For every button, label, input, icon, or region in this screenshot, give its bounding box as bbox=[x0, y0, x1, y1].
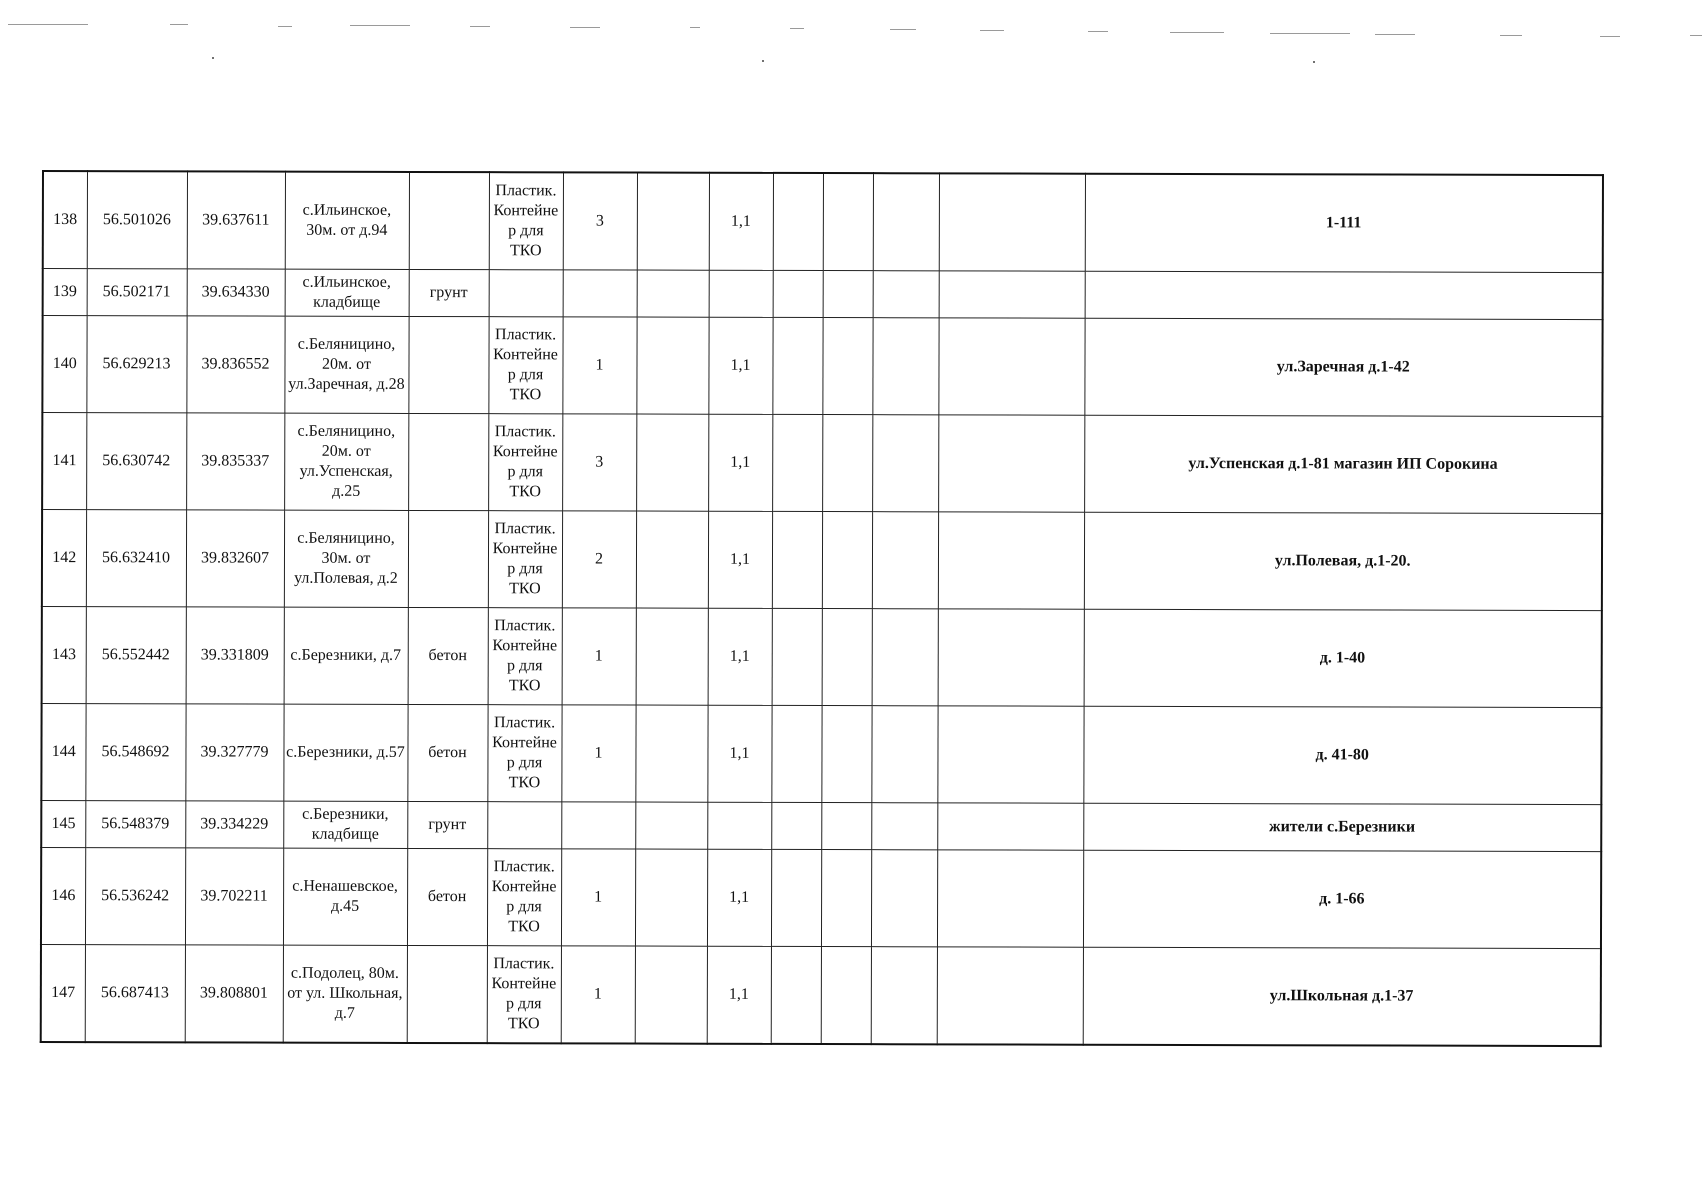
cell-location: с.Ильинское, 30м. от д.94 bbox=[285, 172, 409, 270]
cell-empty bbox=[871, 850, 937, 947]
cell-latitude: 56.630742 bbox=[86, 413, 186, 510]
cell-empty bbox=[636, 608, 708, 705]
cell-served-objects: ул.Успенская д.1-81 магазин ИП Сорокина bbox=[1084, 415, 1602, 513]
cell-location: с.Ненашевское, д.45 bbox=[283, 848, 407, 945]
cell-empty bbox=[821, 947, 871, 1045]
cell-empty bbox=[938, 609, 1084, 706]
cell-container-volume bbox=[709, 270, 773, 317]
cell-served-objects: жители с.Березники bbox=[1083, 803, 1601, 851]
cell-empty bbox=[872, 318, 938, 415]
cell-empty bbox=[872, 512, 938, 609]
cell-location: с.Беляницино, 20м. от ул.Заречная, д.28 bbox=[284, 316, 408, 413]
cell-empty bbox=[821, 803, 871, 850]
cell-served-objects: ул.Школьная д.1-37 bbox=[1083, 947, 1601, 1046]
cell-container-count: 1 bbox=[562, 608, 636, 705]
cell-latitude: 56.629213 bbox=[86, 316, 186, 413]
cell-empty bbox=[872, 609, 938, 706]
cell-empty bbox=[637, 173, 709, 271]
cell-empty bbox=[635, 705, 707, 802]
cell-empty bbox=[771, 946, 821, 1044]
cell-container-count bbox=[561, 802, 635, 849]
cell-location: с.Подолец, 80м. от ул. Школьная, д.7 bbox=[283, 945, 407, 1043]
cell-longitude: 39.327779 bbox=[185, 704, 283, 801]
cell-surface bbox=[408, 510, 488, 607]
cell-served-objects: ул.Полевая, д.1-20. bbox=[1084, 512, 1602, 610]
cell-empty bbox=[937, 947, 1083, 1045]
cell-container-volume: 1,1 bbox=[708, 511, 772, 608]
cell-latitude: 56.552442 bbox=[86, 607, 186, 704]
cell-latitude: 56.687413 bbox=[85, 945, 185, 1043]
cell-longitude: 39.835337 bbox=[186, 413, 284, 510]
cell-empty bbox=[939, 173, 1085, 271]
cell-number: 142 bbox=[42, 510, 86, 607]
cell-served-objects: 1-111 bbox=[1085, 174, 1603, 273]
container-sites-table bbox=[40, 170, 1604, 1047]
cell-empty bbox=[937, 850, 1083, 947]
cell-container-volume: 1,1 bbox=[707, 705, 771, 802]
cell-container-type: Пластик. Контейнер для ТКО bbox=[488, 414, 562, 511]
cell-longitude: 39.331809 bbox=[186, 607, 284, 704]
table-row bbox=[41, 848, 1601, 949]
table-row bbox=[41, 944, 1601, 1046]
cell-empty bbox=[823, 271, 873, 318]
cell-surface: бетон bbox=[407, 704, 487, 801]
cell-served-objects: д. 41-80 bbox=[1083, 706, 1601, 804]
cell-container-type: Пластик. Контейнер для ТКО bbox=[487, 705, 561, 802]
cell-latitude: 56.548692 bbox=[85, 704, 185, 801]
cell-location: с.Ильинское, кладбище bbox=[285, 269, 409, 316]
cell-empty bbox=[773, 173, 823, 271]
cell-surface: бетон bbox=[408, 607, 488, 704]
cell-container-count: 1 bbox=[561, 849, 635, 946]
cell-longitude: 39.836552 bbox=[186, 316, 284, 413]
table-row bbox=[43, 171, 1603, 273]
cell-longitude: 39.808801 bbox=[185, 945, 283, 1043]
cell-longitude: 39.702211 bbox=[185, 848, 283, 945]
cell-latitude: 56.501026 bbox=[87, 171, 187, 269]
cell-longitude: 39.634330 bbox=[187, 269, 285, 316]
cell-empty bbox=[822, 512, 872, 609]
cell-container-type: Пластик. Контейнер для ТКО bbox=[487, 849, 561, 946]
table-body bbox=[41, 171, 1603, 1046]
cell-number: 147 bbox=[41, 944, 85, 1042]
cell-container-type: Пластик. Контейнер для ТКО bbox=[488, 317, 562, 414]
cell-container-volume bbox=[707, 802, 771, 849]
cell-empty bbox=[635, 849, 707, 946]
cell-empty bbox=[637, 270, 709, 317]
cell-container-volume: 1,1 bbox=[707, 946, 771, 1044]
cell-empty bbox=[938, 512, 1084, 609]
cell-location: с.Березники, кладбище bbox=[283, 801, 407, 848]
cell-container-type: Пластик. Контейнер для ТКО bbox=[489, 172, 563, 270]
cell-latitude: 56.502171 bbox=[87, 269, 187, 316]
cell-surface: грунт bbox=[409, 269, 489, 316]
table-row bbox=[43, 269, 1603, 320]
cell-empty bbox=[773, 270, 823, 317]
cell-number: 144 bbox=[41, 704, 85, 801]
cell-number: 141 bbox=[42, 413, 86, 510]
cell-container-count: 1 bbox=[562, 317, 636, 414]
cell-container-count: 1 bbox=[561, 946, 635, 1044]
cell-number: 146 bbox=[41, 848, 85, 945]
cell-number: 145 bbox=[41, 801, 85, 848]
cell-longitude: 39.637611 bbox=[187, 171, 285, 269]
cell-empty bbox=[937, 803, 1083, 850]
cell-empty bbox=[822, 318, 872, 415]
cell-longitude: 39.334229 bbox=[185, 801, 283, 848]
cell-empty bbox=[635, 946, 707, 1044]
cell-empty bbox=[636, 414, 708, 511]
table-row bbox=[42, 510, 1602, 611]
cell-number: 143 bbox=[42, 607, 86, 704]
cell-empty bbox=[636, 317, 708, 414]
cell-empty bbox=[771, 705, 821, 802]
cell-empty bbox=[873, 271, 939, 318]
cell-container-type: Пластик. Контейнер для ТКО bbox=[487, 946, 561, 1044]
cell-empty bbox=[873, 173, 939, 271]
cell-empty bbox=[823, 173, 873, 271]
cell-location: с.Березники, д.7 bbox=[284, 607, 408, 704]
table-row bbox=[41, 801, 1601, 852]
cell-container-volume: 1,1 bbox=[708, 317, 772, 414]
table-row bbox=[41, 704, 1601, 805]
cell-number: 139 bbox=[43, 269, 87, 316]
cell-container-count bbox=[563, 270, 637, 317]
cell-number: 138 bbox=[43, 171, 87, 269]
table-row bbox=[42, 607, 1602, 708]
cell-empty bbox=[872, 415, 938, 512]
cell-surface bbox=[409, 172, 489, 270]
cell-empty bbox=[938, 318, 1084, 415]
cell-empty bbox=[938, 415, 1084, 512]
cell-surface: бетон bbox=[407, 848, 487, 945]
cell-empty bbox=[771, 802, 821, 849]
cell-served-objects: д. 1-40 bbox=[1084, 609, 1602, 707]
cell-served-objects: д. 1-66 bbox=[1083, 850, 1601, 948]
cell-container-volume: 1,1 bbox=[709, 173, 773, 271]
cell-empty bbox=[871, 706, 937, 803]
table-row bbox=[42, 413, 1602, 514]
cell-surface bbox=[407, 945, 487, 1043]
cell-container-count: 3 bbox=[563, 172, 637, 270]
cell-served-objects: ул.Заречная д.1-42 bbox=[1084, 318, 1602, 416]
cell-empty bbox=[822, 609, 872, 706]
cell-location: с.Беляницино, 30м. от ул.Полевая, д.2 bbox=[284, 510, 408, 607]
cell-location: с.Березники, д.57 bbox=[283, 704, 407, 801]
cell-container-type bbox=[487, 802, 561, 849]
cell-longitude: 39.832607 bbox=[186, 510, 284, 607]
cell-container-volume: 1,1 bbox=[707, 849, 771, 946]
cell-empty bbox=[871, 947, 937, 1045]
cell-empty bbox=[821, 706, 871, 803]
cell-container-count: 2 bbox=[562, 511, 636, 608]
cell-container-type: Пластик. Контейнер для ТКО bbox=[488, 608, 562, 705]
cell-empty bbox=[939, 271, 1085, 318]
cell-surface: грунт bbox=[407, 801, 487, 848]
cell-empty bbox=[822, 415, 872, 512]
cell-latitude: 56.632410 bbox=[86, 510, 186, 607]
cell-container-volume: 1,1 bbox=[708, 414, 772, 511]
container-sites-registry-page bbox=[40, 170, 1602, 1047]
cell-empty bbox=[771, 849, 821, 946]
cell-location: с.Беляницино, 20м. от ул.Успенская, д.25 bbox=[284, 413, 408, 510]
cell-container-count: 1 bbox=[561, 705, 635, 802]
cell-empty bbox=[937, 706, 1083, 803]
cell-empty bbox=[635, 802, 707, 849]
cell-surface bbox=[408, 316, 488, 413]
cell-container-volume: 1,1 bbox=[708, 608, 772, 705]
cell-empty bbox=[772, 511, 822, 608]
cell-container-type: Пластик. Контейнер для ТКО bbox=[488, 511, 562, 608]
cell-empty bbox=[772, 608, 822, 705]
scan-artifacts bbox=[0, 0, 1706, 70]
cell-empty bbox=[636, 511, 708, 608]
table-row bbox=[42, 316, 1602, 417]
cell-number: 140 bbox=[42, 316, 86, 413]
cell-latitude: 56.548379 bbox=[85, 801, 185, 848]
cell-empty bbox=[772, 317, 822, 414]
cell-empty bbox=[821, 850, 871, 947]
cell-latitude: 56.536242 bbox=[85, 848, 185, 945]
cell-container-count: 3 bbox=[562, 414, 636, 511]
cell-empty bbox=[871, 803, 937, 850]
cell-empty bbox=[772, 414, 822, 511]
cell-served-objects bbox=[1085, 271, 1603, 319]
cell-container-type bbox=[489, 270, 563, 317]
cell-surface bbox=[408, 413, 488, 510]
